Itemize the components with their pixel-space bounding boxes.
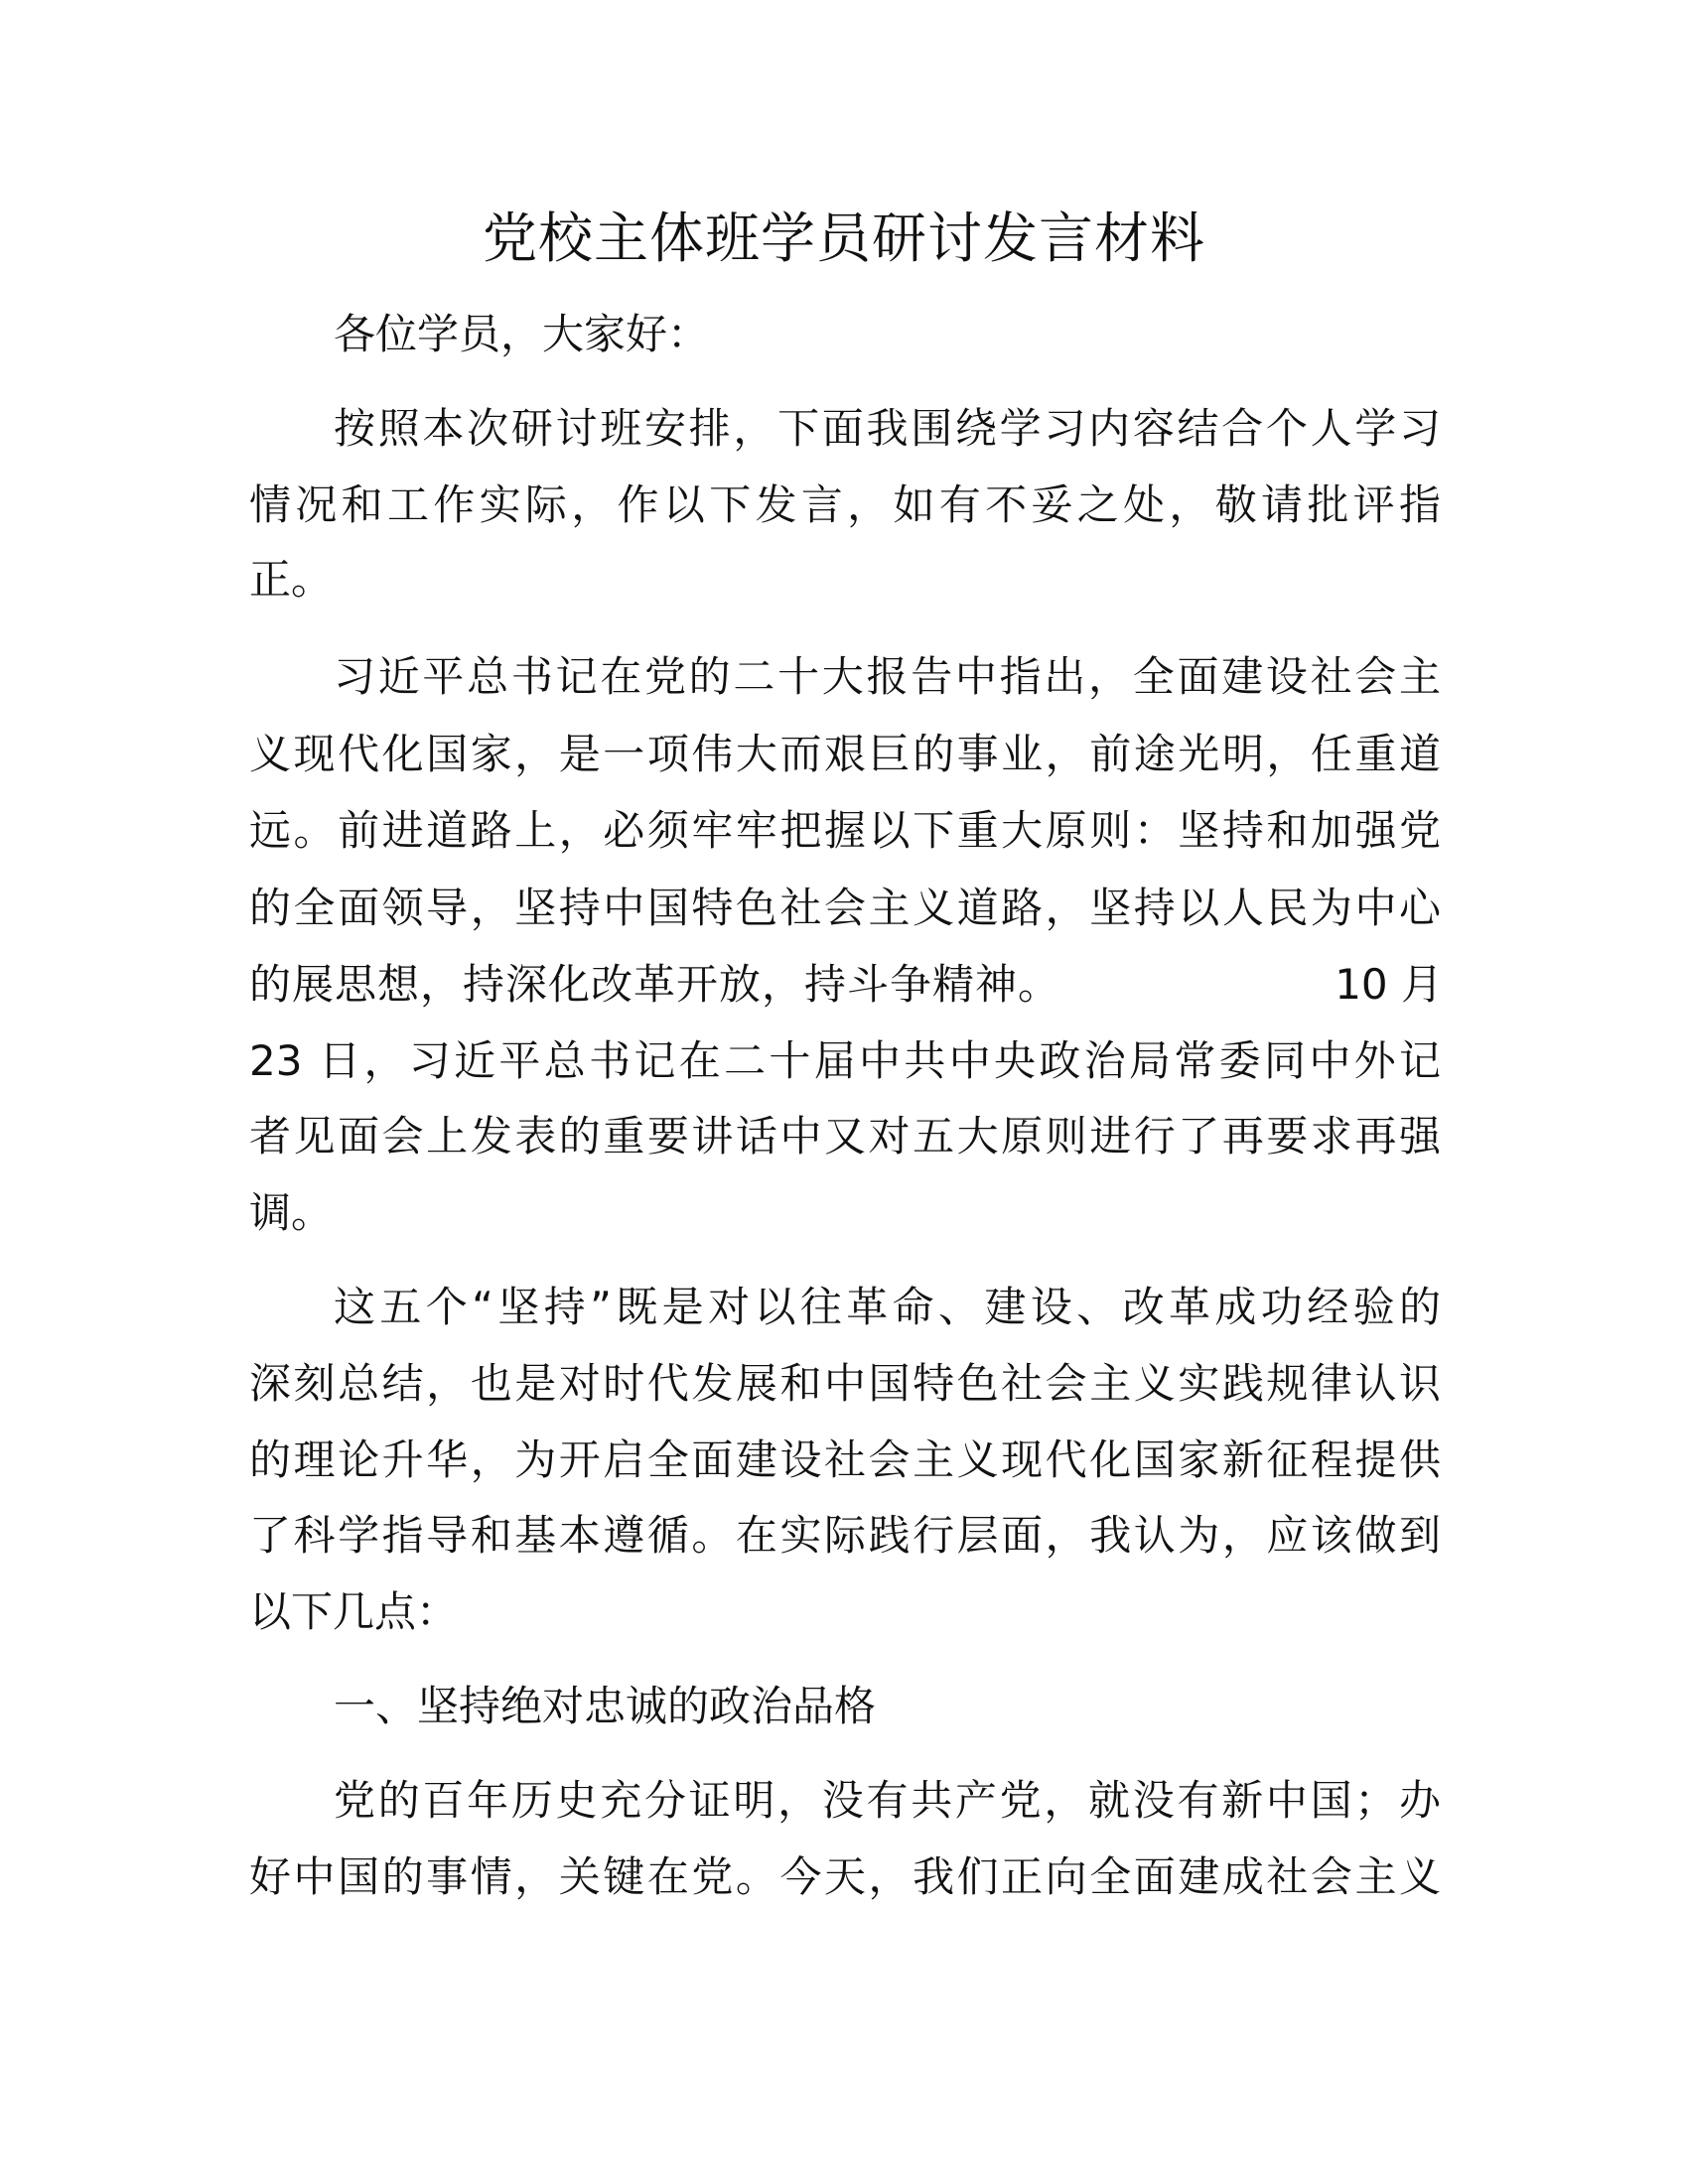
paragraph-line: 的理论升华，为开启全面建设社会主义现代化国家新征程提供 <box>249 1435 1441 1484</box>
paragraph-line: 正。 <box>249 555 334 604</box>
paragraph-line: 党的百年历史充分证明，没有共产党，就没有新中国；办 <box>334 1776 1441 1825</box>
paragraph-line: 情况和工作实际，作以下发言，如有不妥之处，敬请批评指 <box>249 480 1441 529</box>
paragraph-line: 了科学指导和基本遵循。在实际践行层面，我认为，应该做到 <box>249 1511 1441 1560</box>
paragraph-line: 习近平总书记在党的二十大报告中指出，全面建设社会主 <box>334 652 1441 701</box>
paragraph-line: 者见面会上发表的重要讲话中又对五大原则进行了再要求再强 <box>249 1112 1441 1160</box>
paragraph-line: 的展思想，持深化改革开放，持斗争精神。 <box>249 960 1061 1009</box>
paragraph-line: 按照本次研讨班安排，下面我围绕学习内容结合个人学习 <box>334 404 1441 453</box>
paragraph-line: 深刻总结，也是对时代发展和中国特色社会主义实践规律认识 <box>249 1359 1441 1408</box>
paragraph-line: 调。 <box>249 1188 334 1237</box>
paragraph-line: 23 日，习近平总书记在二十届中共中央政治局常委同中外记 <box>249 1036 1441 1085</box>
paragraph-line: 好中国的事情，关键在党。今天，我们正向全面建成社会主义 <box>249 1852 1441 1901</box>
section-heading: 一、坚持绝对忠诚的政治品格 <box>334 1682 877 1730</box>
document-title: 党校主体班学员研讨发言材料 <box>482 206 1205 270</box>
paragraph-line: 10 月 <box>1335 960 1443 1009</box>
paragraph-line: 的全面领导，坚持中国特色社会主义道路，坚持以人民为中心 <box>249 884 1441 932</box>
paragraph-line: 这五个“坚持”既是对以往革命、建设、改革成功经验的 <box>334 1283 1441 1331</box>
paragraph-line: 义现代化国家，是一项伟大而艰巨的事业，前途光明，任重道 <box>249 730 1441 778</box>
paragraph-line: 以下几点： <box>249 1587 459 1636</box>
paragraph-line: 远。前进道路上，必须牢牢把握以下重大原则：坚持和加强党 <box>249 806 1441 855</box>
salutation-line: 各位学员，大家好： <box>334 310 710 358</box>
